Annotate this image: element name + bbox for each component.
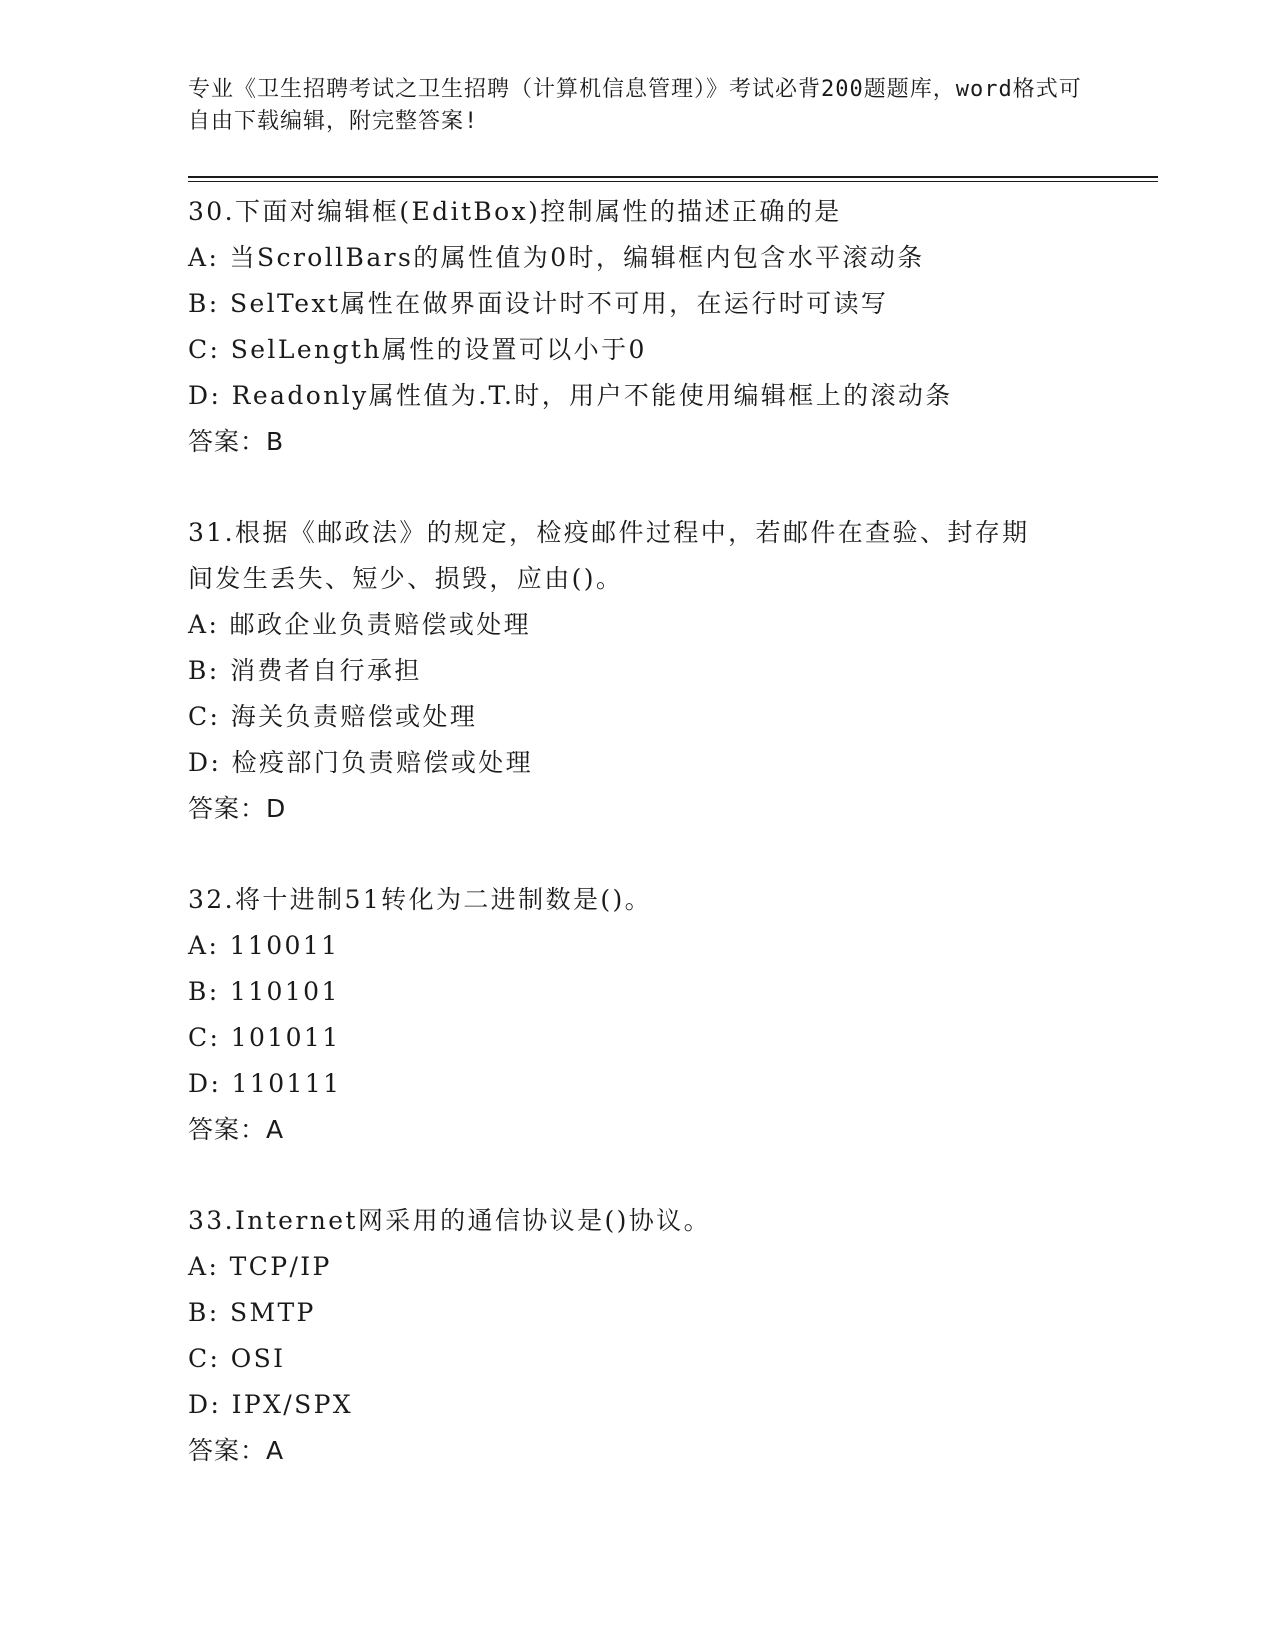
option-c: C: 101011 — [188, 1023, 341, 1052]
answer-label: 答案：A — [188, 1115, 285, 1144]
question-30 — [188, 189, 1088, 465]
option-c: C: SelLength属性的设置可以小于0 — [188, 335, 647, 364]
option-b: B: 110101 — [188, 977, 340, 1006]
question-31 — [188, 510, 1088, 832]
option-a: A: TCP/IP — [188, 1252, 332, 1281]
option-a: A: 邮政企业负责赔偿或处理 — [188, 610, 532, 639]
option-a: A: 110011 — [188, 931, 340, 960]
option-b: B: 消费者自行承担 — [188, 656, 422, 685]
option-d: D: Readonly属性值为.T.时，用户不能使用编辑框上的滚动条 — [188, 381, 953, 410]
option-d: D: 110111 — [188, 1069, 342, 1098]
option-b: B: SelText属性在做界面设计时不可用，在运行时可读写 — [188, 289, 889, 318]
question-33 — [188, 1198, 1088, 1474]
question-stem: 33.Internet网采用的通信协议是()协议。 — [188, 1206, 711, 1235]
header-divider-thin — [188, 181, 1158, 182]
question-32 — [188, 877, 1088, 1153]
document-header: 专业《卫生招聘考试之卫生招聘（计算机信息管理）》考试必背200题题库，word格式可自由下载编辑，附完整答案! — [188, 77, 1082, 134]
option-d: D: IPX/SPX — [188, 1390, 354, 1419]
option-c: C: 海关负责赔偿或处理 — [188, 702, 478, 731]
answer-label: 答案：D — [188, 794, 287, 823]
question-stem: 32.将十进制51转化为二进制数是()。 — [188, 885, 653, 914]
header-divider-thick — [188, 176, 1158, 178]
question-list — [188, 189, 1088, 1519]
question-stem: 31.根据《邮政法》的规定，检疫邮件过程中，若邮件在查验、封存期间发生丢失、短少、损毁，应由()。 — [188, 518, 1030, 593]
question-stem: 30.下面对编辑框(EditBox)控制属性的描述正确的是 — [188, 197, 842, 226]
option-d: D: 检疫部门负责赔偿或处理 — [188, 748, 534, 777]
answer-label: 答案：B — [188, 427, 285, 456]
option-a: A: 当ScrollBars的属性值为0时，编辑框内包含水平滚动条 — [188, 243, 925, 272]
option-b: B: SMTP — [188, 1298, 316, 1327]
answer-label: 答案：A — [188, 1436, 285, 1465]
option-c: C: OSI — [188, 1344, 286, 1373]
